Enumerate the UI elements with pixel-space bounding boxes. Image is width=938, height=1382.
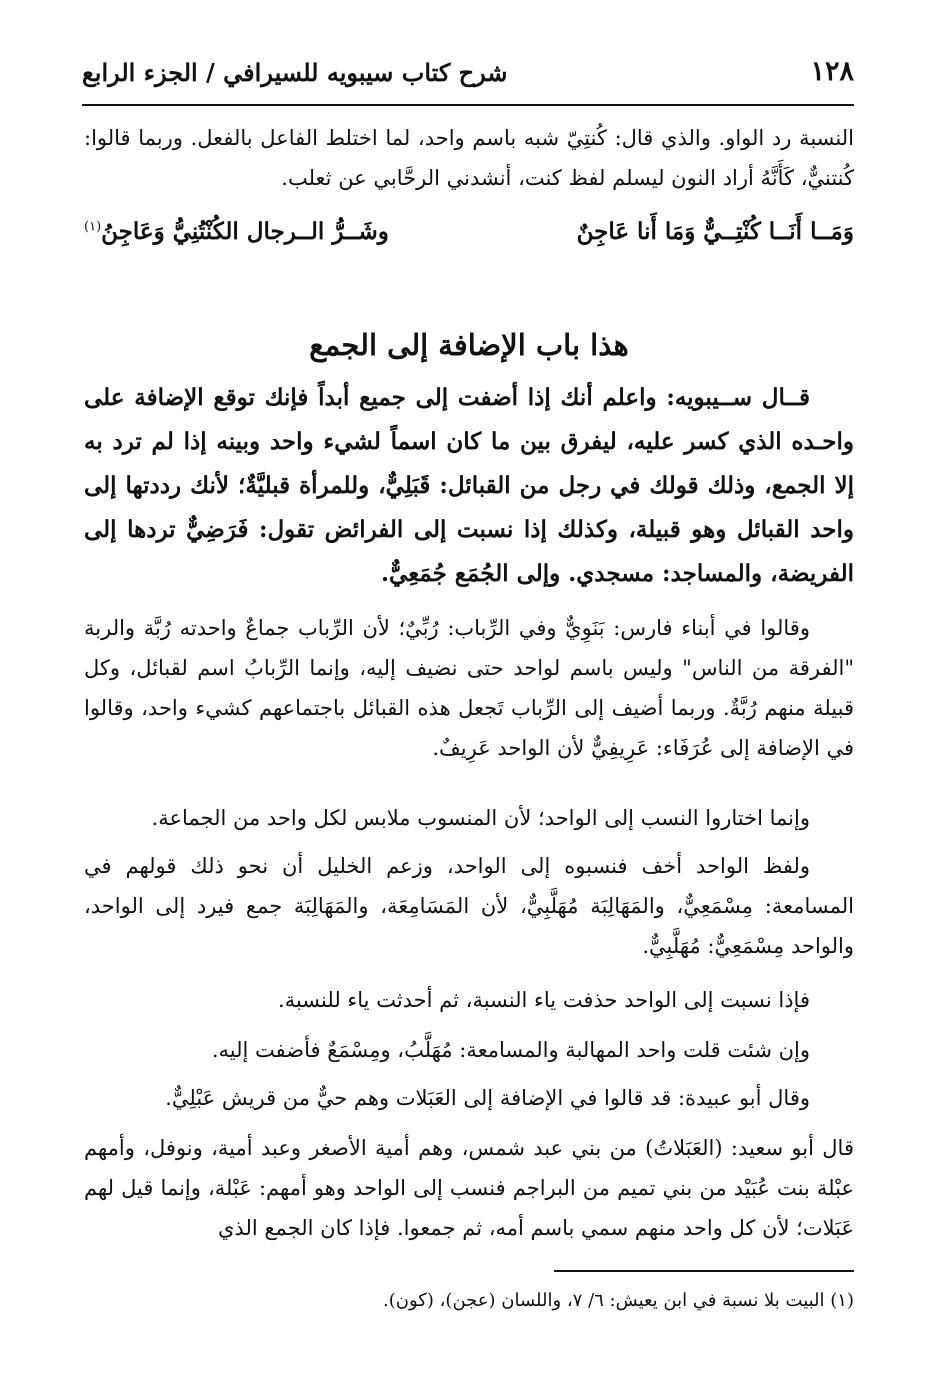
commentary-paragraph-7: قال أبو سعيد: (العَبَلاتُ) من بني عبد شمس، وهم أمية الأصغر وعبد أمية، ونوفل، وأمهم عبْلة بنت عُبَيْد من بني تميم من البراجم فنسب إلى الواحد وهو أمهم: عَبْلة، وإنما قيل لهم عَبَلات؛ لأن كل واحد منهم سمي باسم أمه، ثم جمعوا. فإذا كان الجمع الذي bbox=[84, 1136, 854, 1240]
footnote-marker: (١) bbox=[84, 219, 102, 235]
intro-paragraph: النسبة رد الواو. والذي قال: كُنتِيّ شبه باسم واحد، لما اختلط الفاعل بالفعل. وربما قالوا: كُنتنيٌّ، كَأَنَّهُ أراد النون ليسلم لفظ كنت، أنشدني الرحَّابي عن ثعلب. bbox=[84, 126, 854, 190]
commentary-paragraph-5: وإن شئت قلت واحد المهالبة والمسامعة: مُهَلَّبُ، ومِسْمَعٌ فأضفت إليه. bbox=[211, 1038, 810, 1062]
commentary-paragraph-6: وقال أبو عبيدة: قد قالوا في الإضافة إلى العَبَلات وهم حيٌّ من قريش عَبْلِيٌّ. bbox=[165, 1086, 810, 1110]
verse-second-hemistich bbox=[84, 218, 389, 245]
page-number: ١٢٨ bbox=[810, 56, 854, 87]
verse-first-hemistich: وَمَــا أَنَــا كُنْتِــيٌّ وَمَا أَنا عَاجِنٌ bbox=[576, 218, 854, 245]
page-header bbox=[82, 52, 854, 106]
chapter-heading: هذا باب الإضافة إلى الجمع bbox=[309, 328, 629, 362]
poetry-verse bbox=[84, 218, 854, 262]
commentary-paragraph-2: وإنما اختاروا النسب إلى الواحد؛ لأن المنسوب ملابس لكل واحد من الجماعة. bbox=[151, 806, 810, 830]
running-title: شرح كتاب سيبويه للسيرافي / الجزء الرابع bbox=[82, 58, 508, 87]
footnote-divider bbox=[554, 1270, 854, 1272]
verse-second-hemistich-text: وشَــرُّ الــرجال الكُنْتُنِيُّ وَعَاجِنُ bbox=[101, 218, 389, 245]
sibawayh-quote: قــال ســيبويه: واعلم أنك إذا أضفت إلى جميع أبداً فإنك توقع الإضافة على واحـده الذي كسر عليه، ليفرق بين ما كان اسماً لشيء واحد وبينه إذا لم ترد به إلا الجمع، وذلك قولك في رجل من القبائل: قَبَلِيٌّ، وللمرأة قبليَّةٌ؛ لأنك رددتها إلى واحد القبائل وهو قبيلة، وكذلك إذا نسبت إلى الفرائض تقول: فَرَضِيٌّ تردها إلى الفريضة، والمساجد: مسجدي. وإلى الجُمَع جُمَعِيٌّ. bbox=[84, 384, 854, 587]
commentary-paragraph-1: وقالوا في أبناء فارس: بَنَوِيٌّ وفي الرِّباب: رُبِّيٌ؛ لأن الرِّباب جماعٌ واحدته رُبَّة والربة "الفرقة من الناس" وليس باسم لواحد حتى نضيف إليه، وإنما الرِّبابُ اسم لقبائل، وكل قبيلة منهم رُبَّةٌ. وربما أضيف إلى الرِّباب تَجعل هذه القبائل باجتماعهم كشيء واحد، وقالوا في الإضافة إلى عُرَفَاء: عَرِيفِيٌّ لأن الواحد عَرِيفٌ. bbox=[84, 616, 854, 760]
commentary-paragraph-3: ولفظ الواحد أخف فنسبوه إلى الواحد، وزعم الخليل أن نحو ذلك قولهم في المسامعة: مِسْمَعِيٌّ، والمَهَالِبَة مُهَلَّبِيٌّ، لأن المَسَامِعَة، والمَهَالِبَة جمع فيرد إلى الواحد، والواحد مِسْمَعِيٌّ: مُهَلَّبِيٌّ. bbox=[84, 854, 854, 958]
commentary-paragraph-4: فإذا نسبت إلى الواحد حذفت ياء النسبة، ثم أحدثت ياء للنسبة. bbox=[278, 988, 810, 1012]
footnote: (١) البيت بلا نسبة في ابن يعيش: ٦/ ٧، واللسان (عجن)، (كون). bbox=[383, 1290, 854, 1311]
